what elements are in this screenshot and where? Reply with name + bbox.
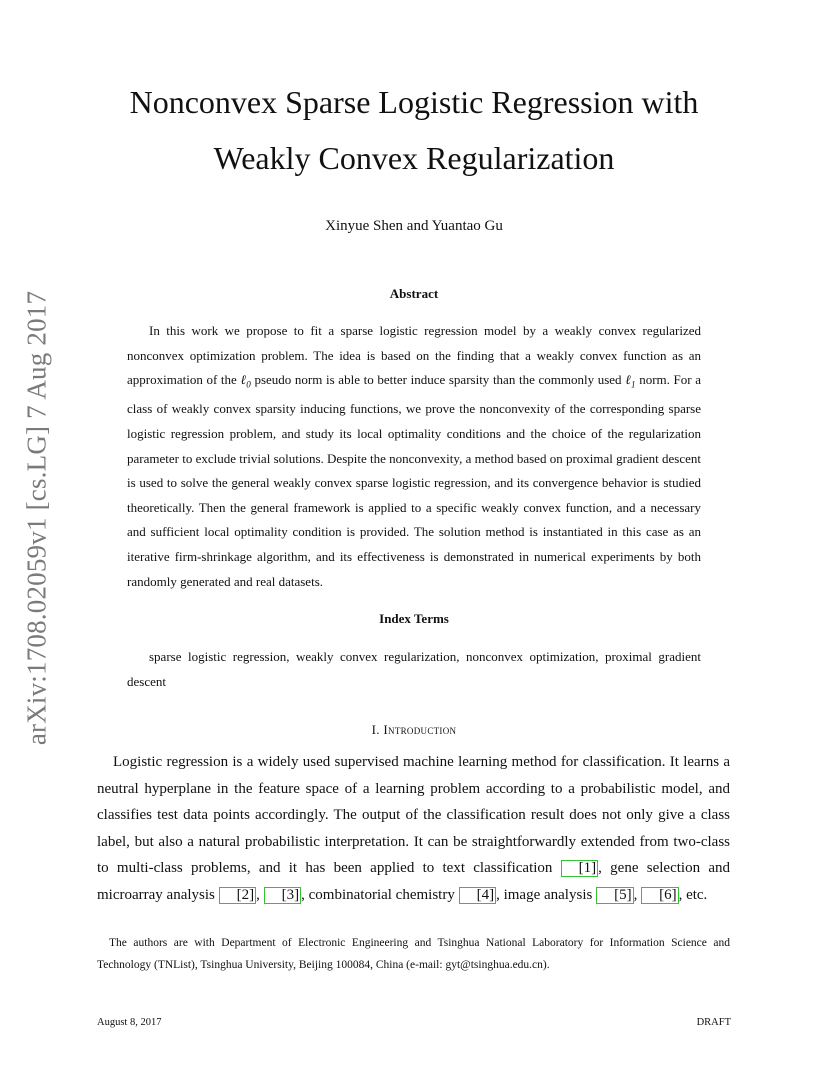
intro-text-5: , etc.	[678, 886, 708, 903]
intro-separator-1: ,	[256, 886, 264, 903]
paper-title	[0, 74, 828, 186]
ell1-subscript: 1	[631, 379, 636, 390]
citation-link-4[interactable]: [4]	[459, 887, 497, 904]
ell1-symbol	[625, 372, 636, 390]
abstract-text-3: norm. For a class of weakly convex sparsity inducing functions, we prove the nonconvexity of the corresponding sparse logistic regression problem, and study its local optimality conditions and the choice of the regularization parameter to exclude trivial solutions. Despite the nonconvexity, a method based on proximal gradient descent is used to solve the general weakly convex sparse logistic regression, and its convergence behavior is studied theoretically. Then the general framework is applied to a specific weakly convex function, and a necessary and sufficient local optimality condition is provided. The solution method is instantiated in this case as an iterative firm-shrinkage algorithm, and its effectiveness is demonstrated in numerical experiments by both randomly generated and real datasets.	[127, 372, 701, 589]
ell1-letter: ℓ	[625, 372, 632, 388]
author-footnote: The authors are with Department of Electronic Engineering and Tsinghua National Laboratory for Information Science and Technology (TNList), Tsinghua University, Beijing 100084, China (e-mail: gyt@tsinghua.edu.cn).	[97, 937, 730, 971]
citation-link-2[interactable]: [2]	[219, 887, 257, 904]
paper-title-line-2: Weakly Convex Regularization	[213, 140, 615, 176]
section-title: Introduction	[383, 722, 457, 737]
paper-title-line-1: Nonconvex Sparse Logistic Regression with	[129, 84, 699, 120]
abstract-text-2: pseudo norm is able to better induce sparsity than the commonly used	[250, 372, 626, 388]
index-terms-heading: Index Terms	[379, 611, 449, 626]
section-numeral: I.	[371, 722, 384, 737]
abstract-body	[127, 319, 701, 594]
introduction-body	[97, 749, 730, 908]
citation-link-5[interactable]: [5]	[596, 887, 634, 904]
ell0-subscript: 0	[246, 379, 251, 390]
intro-text-4: , image analysis	[496, 886, 597, 903]
footer-draft-label: DRAFT	[696, 1017, 731, 1028]
intro-text-3: , combinatorial chemistry	[301, 886, 459, 903]
abstract-heading: Abstract	[389, 286, 439, 301]
index-terms-body: sparse logistic regression, weakly convex regularization, nonconvex optimization, proximal gradient descent	[127, 649, 701, 689]
citation-link-1[interactable]: [1]	[561, 860, 599, 877]
footer-date: August 8, 2017	[97, 1017, 162, 1028]
intro-separator-2: ,	[633, 886, 642, 903]
citation-link-3[interactable]: [3]	[264, 887, 302, 904]
citation-link-6[interactable]: [6]	[641, 887, 679, 904]
intro-text-1: Logistic regression is a widely used supervised machine learning method for classification. It learns a neutral hyperplane in the feature space of a learning problem according to a probabilistic model, and classifies test data points accordingly. The output of the classification result does not only give a class label, but also a natural probabilistic interpretation. It can be straightforwardly extended from two-class to multi-class problems, and it has been applied to text classification	[97, 754, 730, 876]
section-heading-introduction	[0, 721, 828, 739]
ell0-symbol	[240, 372, 251, 390]
intro-text-2: , gene selection and microarray analysis	[97, 860, 730, 903]
ell0-letter: ℓ	[240, 372, 247, 388]
authors: Xinyue Shen and Yuantao Gu	[325, 218, 503, 234]
arxiv-stamp-text: arXiv:1708.02059v1 [cs.LG] 7 Aug 2017	[21, 290, 52, 746]
abstract-text-1: In this work we propose to fit a sparse logistic regression model by a weakly convex regularized nonconvex optimization problem. The idea is based on the finding that a weakly convex function as an approximation of the	[127, 323, 701, 388]
